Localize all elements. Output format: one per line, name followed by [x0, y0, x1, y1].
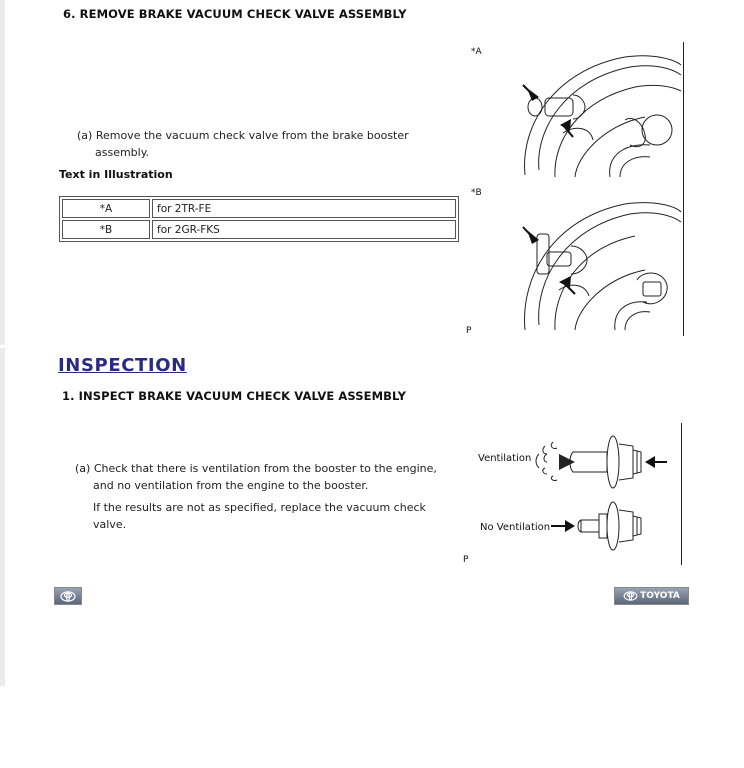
check-valve-illustration-b: [515, 190, 683, 332]
label-no-ventilation: No Ventilation: [480, 522, 551, 533]
check-valve-test-illustration: [535, 432, 675, 557]
table-heading: Text in Illustration: [59, 168, 173, 181]
remove-instruction-line1: (a) Remove the vacuum check valve from the brake booster: [77, 129, 409, 142]
table-row: [62, 199, 456, 218]
remove-instruction-line2: assembly.: [95, 146, 150, 159]
illustration-text-table: [59, 196, 459, 242]
table-key: *B: [62, 220, 150, 239]
illustration-label-b: *B: [471, 188, 482, 198]
page-edge: [0, 0, 5, 345]
inspection-corner-mark: P: [463, 555, 469, 565]
table-value: for 2TR-FE: [152, 199, 456, 218]
toyota-brand-button[interactable]: [614, 587, 689, 605]
toyota-logo-icon: [623, 591, 638, 601]
inspect-instruction-line1: (a) Check that there is ventilation from the booster to the engine,: [75, 462, 437, 475]
check-valve-illustration-a: [515, 45, 683, 180]
table-key: *A: [62, 199, 150, 218]
inspection-section-title: INSPECTION: [58, 355, 187, 376]
toyota-button-label: TOYOTA: [640, 591, 680, 601]
page-edge-lower: [0, 348, 5, 686]
label-ventilation: Ventilation: [478, 453, 532, 464]
illustration-label-a: *A: [471, 47, 482, 57]
inspect-note-line2: valve.: [93, 518, 127, 531]
illustration-border: [683, 42, 684, 336]
toyota-home-button[interactable]: [54, 587, 82, 605]
table-value: for 2GR-FKS: [152, 220, 456, 239]
inspect-instruction-line2: and no ventilation from the engine to the booster.: [93, 479, 369, 492]
inspect-note-line1: If the results are not as specified, replace the vacuum check: [93, 501, 426, 514]
illustration-corner-mark: P: [466, 326, 472, 336]
table-row: [62, 220, 456, 239]
inspect-step-title: 1. INSPECT BRAKE VACUUM CHECK VALVE ASSEMBLY: [62, 389, 407, 403]
inspection-illustration-border: [681, 423, 682, 565]
remove-step-title: 6. REMOVE BRAKE VACUUM CHECK VALVE ASSEMBLY: [63, 7, 407, 21]
toyota-logo-icon: [60, 591, 76, 602]
